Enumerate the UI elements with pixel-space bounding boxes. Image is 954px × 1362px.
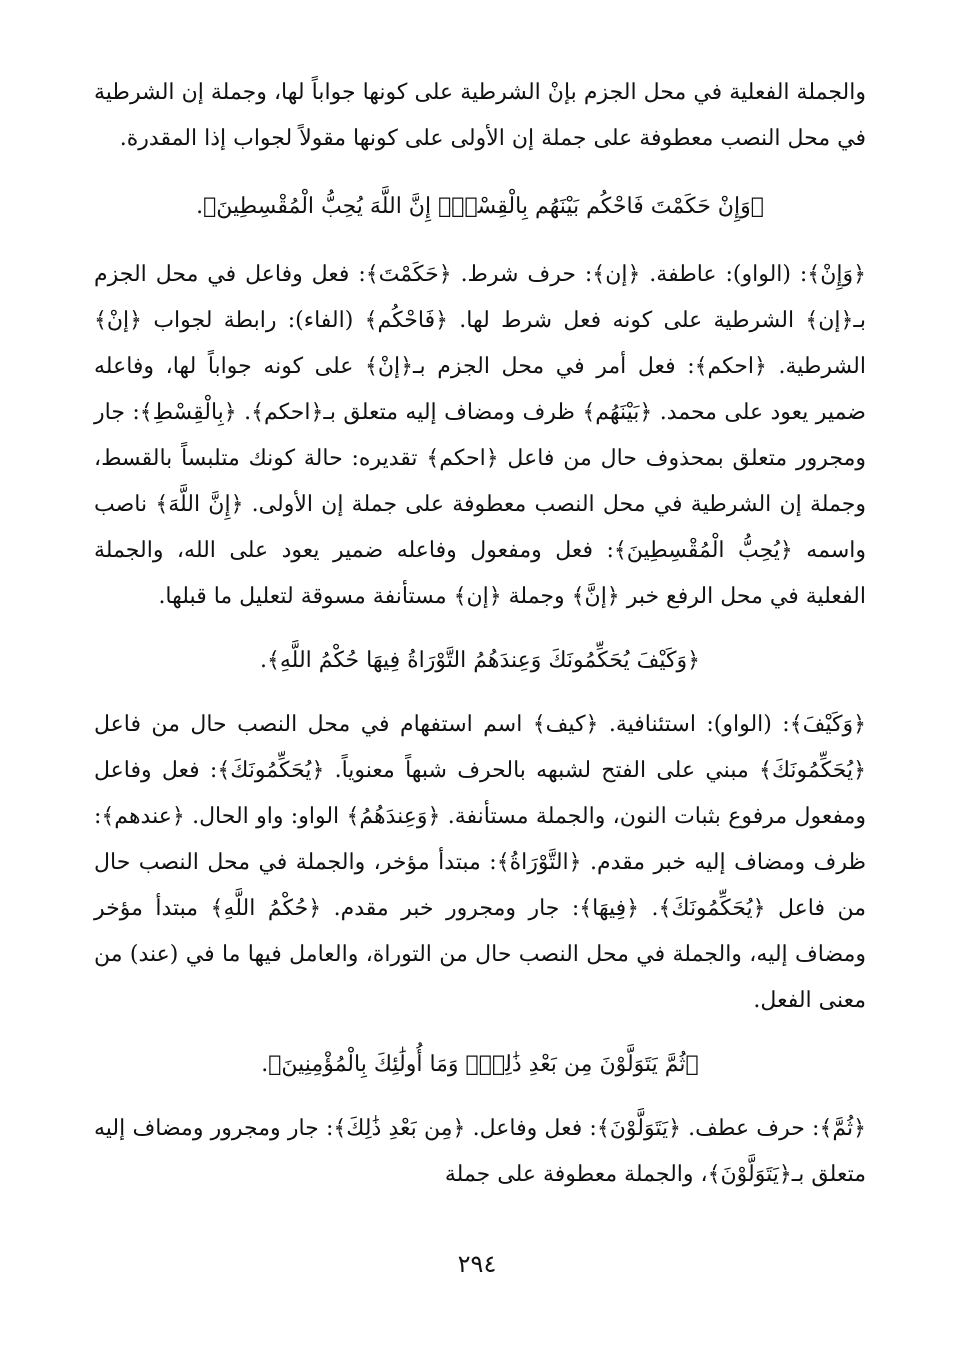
paragraph-verse-1-analysis: ﴿وَإِنْ﴾: (الواو): عاطفة. ﴿إن﴾: حرف شرط. ﴿حَكَمْتَ﴾: فعل وفاعل في محل الجزم بـ﴿إن﴾ الشرطية على كونه فعل شرط لها. ﴿فَاحْكُم﴾ (الفاء): رابطة لجواب ﴿إنْ﴾ الشرطية. ﴿احكم﴾: فعل أمر في محل الجزم بـ﴿إنْ﴾ على كونه جواباً لها، وفاعله ضمير يعود على محمد. ﴿بَيْنَهُم﴾ ظرف ومضاف إليه متعلق بـ﴿احكم﴾. ﴿بِالْقِسْطِ﴾: جار ومجرور متعلق بمحذوف حال من فاعل ﴿احكم﴾ تقديره: حالة كونك متلبساً بالقسط، وجملة إن الشرطية في محل النصب معطوفة على جملة إن الأولى. ﴿إِنَّ اللَّهَ﴾ ناصب واسمه ﴿يُحِبُّ الْمُقْسِطِينَ﴾: فعل ومفعول وفاعله ضمير يعود على الله، والجملة الفعلية في محل الرفع خبر ﴿إنَّ﴾ وجملة ﴿إن﴾ مستأنفة مسوقة لتعليل ما قبلها. (94, 262, 867, 609)
page-number: ٢٩٤ (457, 1250, 497, 1278)
quran-verse-1: ﴿وَإِنْ حَكَمْتَ فَاحْكُم بَيْنَهُم بِالْقِسْطِۚ إِنَّ اللَّهَ يُحِبُّ الْمُقْسِطِينَ﴾. (196, 194, 764, 219)
paragraph-verse-2-analysis: ﴿وَكَيْفَ﴾: (الواو): استئنافية. ﴿كيف﴾ اسم استفهام في محل النصب حال من فاعل ﴿يُحَكِّمُونَكَ﴾ مبني على الفتح لشبهه بالحرف شبهاً معنوياً. ﴿يُحَكِّمُونَكَ﴾: فعل وفاعل ومفعول مرفوع بثبات النون، والجملة مستأنفة. ﴿وَعِندَهُمُ﴾ الواو: واو الحال. ﴿عندهم﴾: ظرف ومضاف إليه خبر مقدم. ﴿التَّوْرَاةُ﴾: مبتدأ مؤخر، والجملة في محل النصب حال من فاعل ﴿يُحَكِّمُونَكَ﴾. ﴿فِيهَا﴾: جار ومجرور خبر مقدم. ﴿حُكْمُ اللَّهِ﴾ مبتدأ مؤخر ومضاف إليه، والجملة في محل النصب حال من التوراة، والعامل فيها ما في (عند) من معنى الفعل. (94, 712, 866, 1013)
paragraph-grammar-note: والجملة الفعلية في محل الجزم بإنْ الشرطية على كونها جواباً لها، وجملة إن الشرطية في محل النصب معطوفة على جملة إن الأولى على كونها مقولاً لجواب إذا المقدرة. (94, 80, 866, 151)
quran-verse-2: ﴿وَكَيْفَ يُحَكِّمُونَكَ وَعِندَهُمُ التَّوْرَاةُ فِيهَا حُكْمُ اللَّهِ﴾. (259, 648, 700, 673)
quran-verse-3: ﴿ثُمَّ يَتَوَلَّوْنَ مِن بَعْدِ ذَٰلِكَۚ وَمَا أُولَٰئِكَ بِالْمُؤْمِنِينَ﴾. (261, 1052, 699, 1077)
paragraph-verse-3-analysis: ﴿ثُمَّ﴾: حرف عطف. ﴿يَتَوَلَّوْنَ﴾: فعل وفاعل. ﴿مِن بَعْدِ ذَٰلِكَ﴾: جار ومجرور ومضاف إليه متعلق بـ﴿يَتَوَلَّوْنَ﴾، والجملة معطوفة على جملة (94, 1116, 866, 1187)
page-body (94, 70, 866, 1198)
